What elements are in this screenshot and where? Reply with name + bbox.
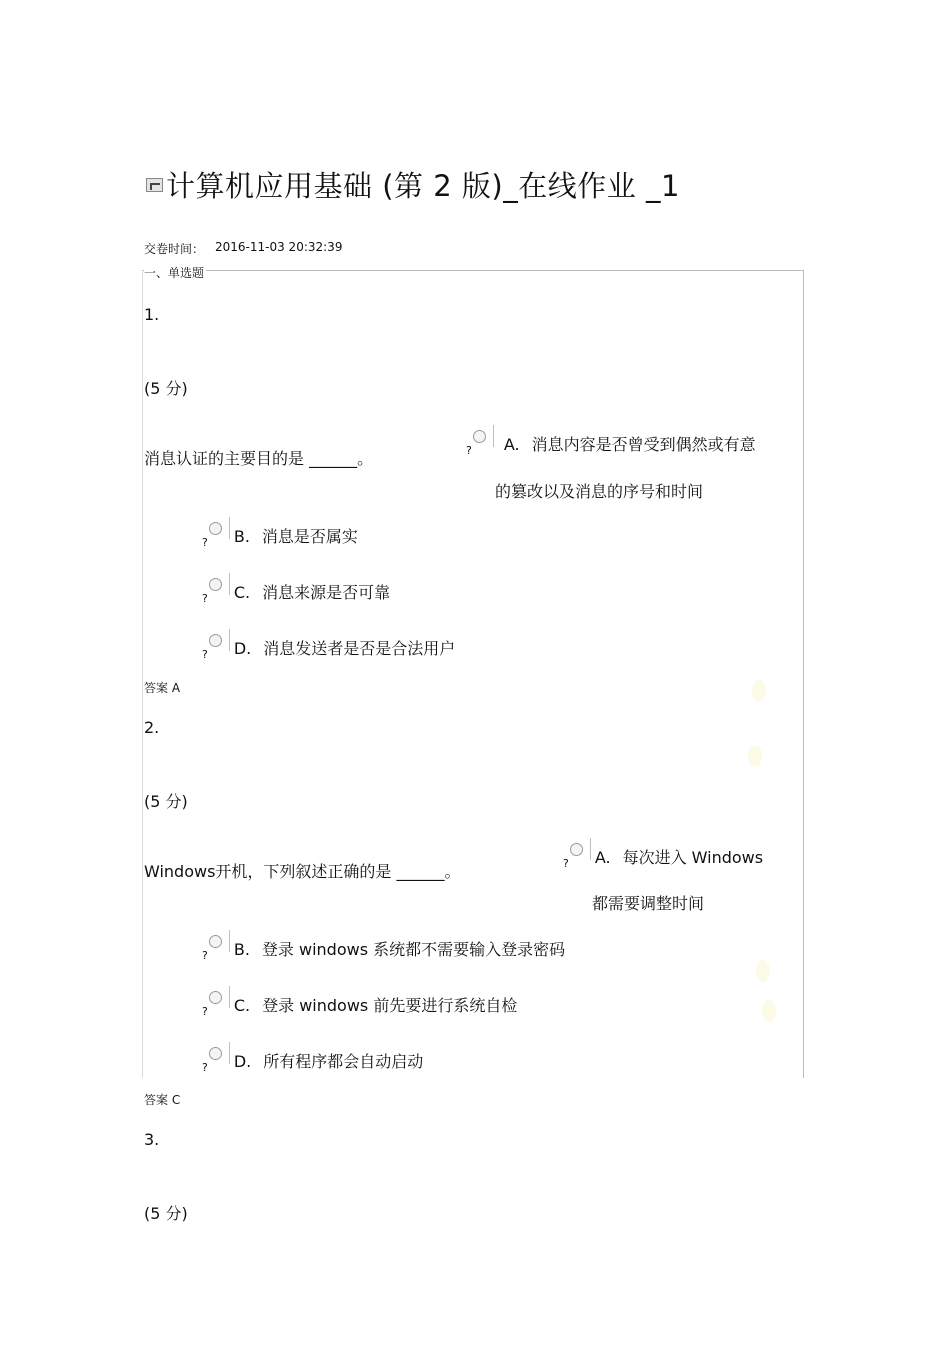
- scan-speckle: [756, 960, 770, 982]
- option-a[interactable]: $_?$ A. 每次进入 Windows: [563, 841, 763, 868]
- option-a-continued: 的篡改以及消息的序号和时间: [495, 482, 704, 501]
- question-stem: Windows开机，下列叙述正确的是 ______。: [144, 862, 461, 881]
- option-c[interactable]: $_?$ C. 登录 windows 前先要进行系统自检: [202, 989, 517, 1016]
- option-a[interactable]: $_?$ A. 消息内容是否曾受到偶然或有意: [466, 428, 756, 455]
- scan-speckle: [762, 1000, 776, 1022]
- question-number: 1.: [144, 305, 160, 324]
- radio-button[interactable]: [209, 935, 222, 948]
- scan-speckle: [748, 745, 762, 767]
- scan-speckle: [752, 680, 766, 702]
- radio-button[interactable]: [473, 430, 486, 443]
- answer-line: 答案 C: [144, 1093, 181, 1107]
- section-heading: 一、单选题: [144, 266, 205, 280]
- question-score: (5 分): [144, 792, 188, 811]
- question-stem: 消息认证的主要目的是 ______。: [144, 449, 374, 468]
- question-score: (5 分): [144, 1204, 188, 1223]
- radio-button[interactable]: [209, 634, 222, 647]
- question-score: (5 分): [144, 379, 188, 398]
- radio-button[interactable]: [209, 578, 222, 591]
- radio-button[interactable]: [209, 522, 222, 535]
- radio-button[interactable]: [209, 1047, 222, 1060]
- broken-image-icon: [146, 178, 163, 192]
- option-c[interactable]: $_?$ C. 消息来源是否可靠: [202, 576, 390, 603]
- radio-button[interactable]: [570, 843, 583, 856]
- page-title: 计算机应用基础 (第 2 版)_在线作业 _1: [146, 164, 680, 205]
- answer-line: 答案 A: [144, 681, 181, 695]
- option-d[interactable]: $_?$ D. 所有程序都会自动启动: [202, 1045, 423, 1072]
- option-b[interactable]: $_?$ B. 登录 windows 系统都不需要输入登录密码: [202, 933, 565, 960]
- option-a-continued: 都需要调整时间: [592, 894, 705, 913]
- option-b[interactable]: $_?$ B. 消息是否属实: [202, 520, 358, 547]
- submit-time-value: 2016-11-03 20:32:39: [215, 240, 343, 254]
- option-d[interactable]: $_?$ D. 消息发送者是否是合法用户: [202, 632, 455, 659]
- question-number: 2.: [144, 718, 160, 737]
- question-number: 3.: [144, 1130, 160, 1149]
- submit-time-label: 交卷时间：: [144, 242, 205, 256]
- radio-button[interactable]: [209, 991, 222, 1004]
